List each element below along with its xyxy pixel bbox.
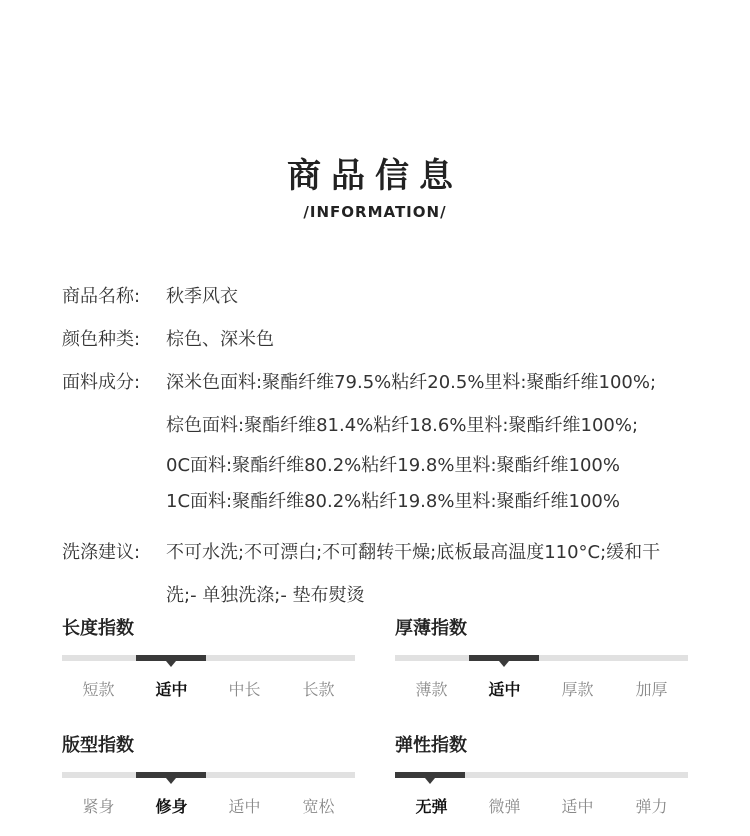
length-option-mid-long: 中长 bbox=[228, 680, 261, 699]
info-value: 棕色、深米色 bbox=[166, 329, 274, 350]
fit-option-regular: 适中 bbox=[228, 797, 261, 816]
fit-index-selected-segment bbox=[136, 772, 206, 778]
elasticity-option-slight: 微弹 bbox=[488, 797, 521, 816]
wash-line: 不可水洗;不可漂白;不可翻转干燥;底板最高温度110°C;缓和干 bbox=[166, 542, 661, 563]
length-index-pointer bbox=[166, 661, 176, 667]
fit-option-loose: 宽松 bbox=[302, 797, 335, 816]
thickness-index-title: 厚薄指数 bbox=[395, 618, 467, 639]
fit-index-title: 版型指数 bbox=[62, 735, 134, 756]
fabric-line: 0C面料:聚酯纤维80.2%粘纤19.8%里料:聚酯纤维100% bbox=[166, 455, 620, 476]
thickness-option-thin: 薄款 bbox=[415, 680, 448, 699]
thickness-index-track bbox=[395, 655, 688, 661]
fit-index-pointer bbox=[166, 778, 176, 784]
info-label: 商品名称: bbox=[62, 286, 141, 307]
fit-option-slim: 修身 bbox=[155, 797, 188, 816]
fit-index-track bbox=[62, 772, 355, 778]
wash-line: 洗;- 单独洗涤;- 垫布熨烫 bbox=[166, 585, 365, 606]
info-label: 面料成分: bbox=[62, 372, 141, 393]
elasticity-index-selected-segment bbox=[395, 772, 465, 778]
elasticity-index-pointer bbox=[425, 778, 435, 784]
elasticity-option-medium: 适中 bbox=[561, 797, 594, 816]
elasticity-index-title: 弹性指数 bbox=[395, 735, 467, 756]
fabric-line: 1C面料:聚酯纤维80.2%粘纤19.8%里料:聚酯纤维100% bbox=[166, 491, 620, 512]
thickness-index-selected-segment bbox=[469, 655, 539, 661]
fit-option-tight: 紧身 bbox=[82, 797, 115, 816]
length-index-options bbox=[62, 677, 355, 699]
thickness-option-thick: 厚款 bbox=[561, 680, 594, 699]
length-option-short: 短款 bbox=[82, 680, 115, 699]
length-index-title: 长度指数 bbox=[62, 618, 134, 639]
length-index-selected-segment bbox=[136, 655, 206, 661]
length-index-track bbox=[62, 655, 355, 661]
length-option-medium: 适中 bbox=[155, 680, 188, 699]
fabric-line: 棕色面料:聚酯纤维81.4%粘纤18.6%里料:聚酯纤维100%; bbox=[166, 415, 639, 436]
info-label: 洗涤建议: bbox=[62, 542, 141, 563]
page-title: 商品信息 bbox=[287, 156, 463, 196]
elasticity-option-stretch: 弹力 bbox=[635, 797, 668, 816]
info-label: 颜色种类: bbox=[62, 329, 141, 350]
elasticity-index-options bbox=[395, 794, 688, 816]
thickness-index-pointer bbox=[499, 661, 509, 667]
elasticity-option-none: 无弹 bbox=[415, 797, 448, 816]
fabric-line: 深米色面料:聚酯纤维79.5%粘纤20.5%里料:聚酯纤维100%; bbox=[166, 372, 657, 393]
thickness-option-medium: 适中 bbox=[488, 680, 521, 699]
length-option-long: 长款 bbox=[302, 680, 335, 699]
thickness-index-options bbox=[395, 677, 688, 699]
fit-index-options bbox=[62, 794, 355, 816]
elasticity-index-track bbox=[395, 772, 688, 778]
thickness-option-extra-thick: 加厚 bbox=[635, 680, 668, 699]
page-subtitle: /INFORMATION/ bbox=[303, 203, 447, 221]
info-value: 秋季风衣 bbox=[166, 286, 238, 307]
